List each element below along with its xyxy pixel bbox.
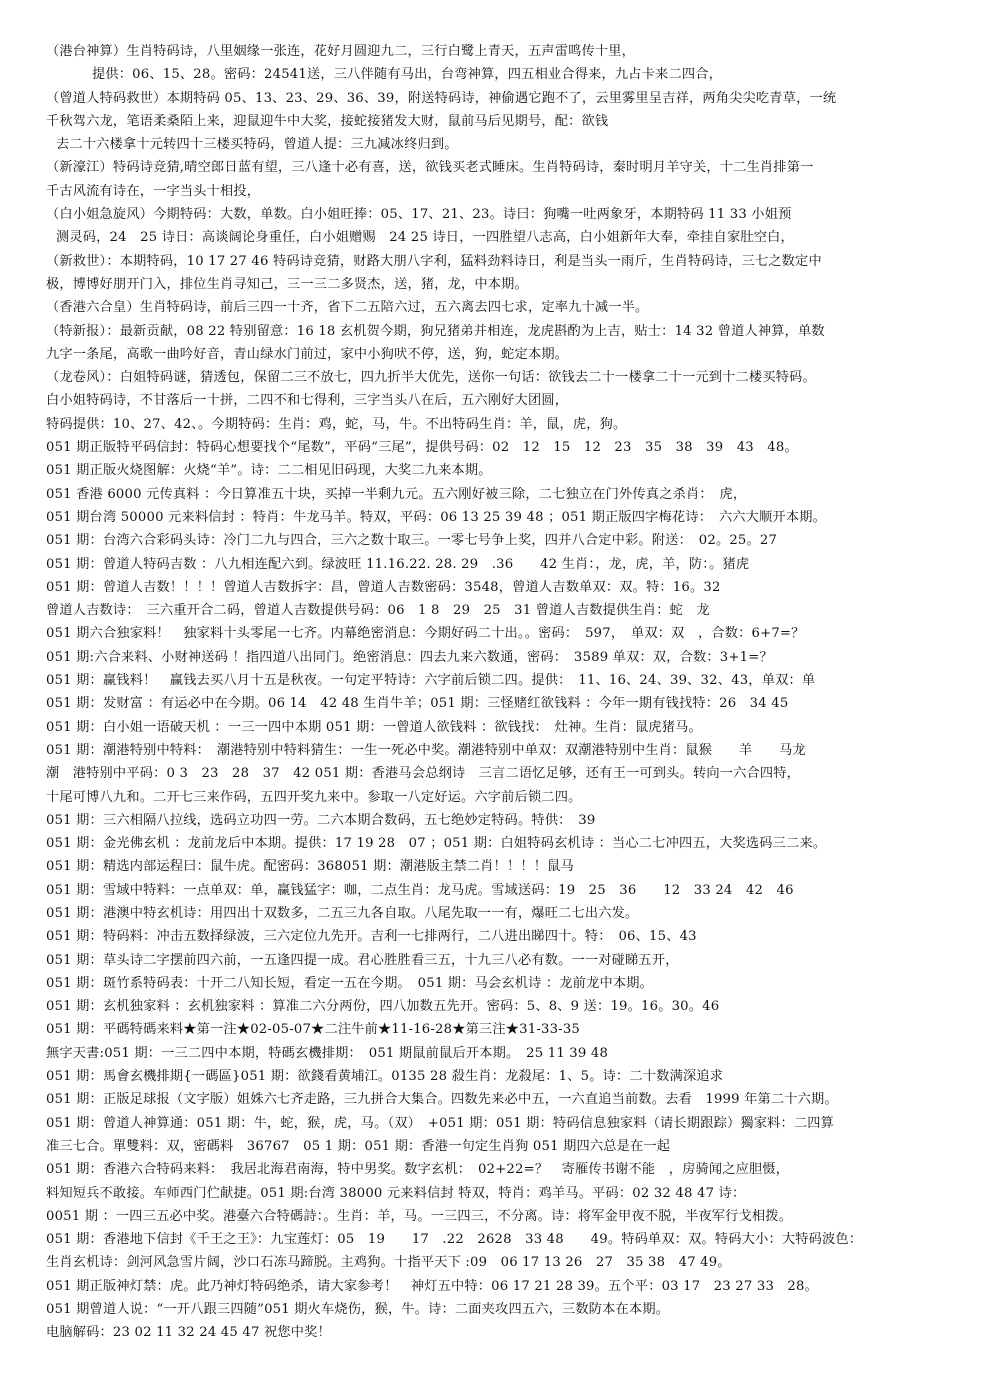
- text-line: 051 期：玄机独家料 ：玄机独家料 ：算准二六分两份，四八加数五先开。密码：5、8、9 送：19。16。30。46: [46, 999, 720, 1015]
- text-line: （新救世）：本期特码，10 17 27 46 特码诗竞猜，财路大朋八字利，猛料劲料诗日，利是当头一雨斤，生肖特码诗，三七之数定中: [46, 253, 822, 269]
- text-line: 测灵码，24 25 诗日：高谈阔论身重任，白小姐赠赐 24 25 诗日，一四胜望八志高，白小姐新年大奉，牵挂自家肚空白，: [56, 230, 794, 246]
- text-line: （香港六合皇）生肖特码诗，前后三四一十齐，省下二五陪六过，五六离去四七求，定率九十减一半。: [46, 300, 649, 316]
- text-line: 特码提供：10、27、42、。今期特码：生肖：鸡，蛇，马，牛。不出特码生肖：羊，鼠，虎，狗。: [46, 416, 627, 432]
- text-line: 准三七合。單雙料：双，密碼料 36767 05 1 期：051 期：香港一句定生肖狗 051 期四六总是在一起: [46, 1138, 671, 1154]
- text-line: 051 期：曾道人神算通：051 期：牛，蛇，猴，虎，马。（双） +051 期：051 期：特码信息独家料（请长期跟踪）獨家料：二四算: [46, 1115, 835, 1131]
- text-line: （新濠江）特码诗竞猜,晴空郎日蓝有望，三八逢十必有喜，送，欲钱买老式睡床。生肖特码诗，秦时明月羊守关，十二生肖排第一: [46, 160, 814, 176]
- text-line: 提供：06、15、28。密码：24541送，三八伴随有马出，台弯神算，四五相业合得来，九占卡来二四合，: [92, 67, 722, 83]
- text-line: 051 期正版特平码信封：特码心想要找个“尾数”，平码“三尾”，提供号码：02 12 15 12 23 35 38 39 43 48。: [46, 440, 798, 456]
- text-line: （港台神算）生肖特码诗，八里姻缘一张连，花好月圆迎九二，三行白鹭上青天，五声雷鸣传十里，: [46, 44, 636, 59]
- text-line: 051 期：发财富 ：有运必中在今期。06 14 42 48 生肖牛羊；051 期：三怪赌红欲钱料 ：今年一期有钱找特：26 34 45: [46, 696, 789, 712]
- text-line: 料知短兵不敢接。车师西门伫献捷。051 期:台湾 38000 元来料信封 特双，特肖：鸡羊马。平码：02 32 48 47 诗：: [46, 1185, 746, 1201]
- text-line: 051 期：馬會玄機排期{一碼區}051 期：欲錢看黄埔江。0135 28 殺生肖：龙殺尾：1、5。诗：二十数满深追求: [46, 1069, 724, 1085]
- text-line: 051 期正版火烧图解：火烧“羊”。诗：二二相见旧码现，大奖二九来本期。: [46, 463, 492, 479]
- text-line: 潮 港特别中平码：0 3 23 28 37 42 051 期：香港马会总纲诗 三言二语忆足够，还有王一可到头。转向一六合四特，: [46, 766, 801, 782]
- text-line: 千古风流有诗在，一字当头十相投，: [46, 183, 261, 199]
- text-line: 去二十六楼拿十元转四十三楼买特码，曾道人提：三九减冰终归到。: [56, 137, 458, 153]
- text-line: 051 期：香港地下信封《千王之王》：九宝莲灯：05 19 17 .22 2628 33 48 49。特码单双：双。特码大小：大特码波色：: [46, 1232, 863, 1248]
- text-line: 051 期：三六相隔八拉线，选码立功四一劳。二六本期合数码，五七绝妙定特码。特供： 39: [46, 812, 596, 828]
- text-line: 白小姐特码诗，不甘落后一十拼，二四不和七得利，三字当头八在后，五六刚好大团圆，: [46, 393, 569, 409]
- prediction-text-document: [46, 40, 966, 1345]
- text-line: （曾道人特码救世）本期特码 05、13、23、29、36、39，附送特码诗，神偷遇它跑不了，云里雾里呈吉祥，两角尖尖吃青草，一统: [46, 90, 837, 106]
- text-line: 051 期：斑竹系特码表：十开二八知长短，看定一五在今期。 051 期：马会玄机诗 ：龙前龙中本期。: [46, 975, 654, 991]
- text-line: 051 期:六合来料、小财神送码 ！指四道八出同门。绝密消息：四去九来六数通，密码： 3589 单双：双，合数：3+1=？: [46, 649, 773, 665]
- text-line: （龙卷风）：白姐特码谜，猜透包，保留二三不放七，四九折半大优先，送你一句话：欲钱去二十一楼拿二十一元到十二楼买特码。: [46, 370, 816, 386]
- text-line: 曾道人吉数诗： 三六重开合二码，曾道人吉数提供号码：06 1 8 29 25 31 曾道人吉数提供生肖：蛇 龙: [46, 603, 710, 619]
- text-line: 051 期：特码料：冲击五数择绿波，三六定位九先开。吉利一七排两行，二八进出睇四十。特： 06、15、43: [46, 929, 697, 945]
- text-line: 极，博博好朋开门入，排位生肖寻知己，三一三二多贤杰，送，猪，龙，中本期。: [46, 276, 528, 292]
- text-line: 051 期：香港六合特码来料： 我居北海君南海，特中男奖。数字玄机： 02+22=？ 寄雁传书谢不能 ，房骑闻之应胆慑，: [46, 1162, 790, 1178]
- text-line: 051 期六合独家料！ 独家料十头零尾一七齐。内幕绝密消息：今期好码二十出。。密码： 597， 单双：双 ，合数：6+7=？: [46, 626, 805, 642]
- text-line: （特新报）：最新贡献，08 22 特别留意：16 18 玄机贺今期，狗兄猪弟并相连，龙虎斟酌为上吉，贴士：14 32 曾道人神算，单数: [46, 323, 825, 339]
- text-line: 051 期：金光佛玄机 ：龙前龙后中本期。提供：17 19 28 07 ；051 期：白姐特码玄机诗 ：当心二七冲四五，大奖选码三二来。: [46, 836, 827, 852]
- text-line: 051 期：曾道人吉数！！！！曾道人吉数拆字：昌，曾道人吉数密码：3548，曾道人吉数单双：双。特：16。32: [46, 579, 721, 595]
- text-line: 051 香港 6000 元传真料 ：今日算准五十块，买掉一半剩九元。五六刚好被三除，二七独立在门外传真之杀肖： 虎，: [46, 486, 747, 502]
- text-line: 九字一条尾，高歌一曲吟好音，青山绿水门前过，家中小狗吠不停，送，狗，蛇定本期。: [46, 346, 569, 362]
- text-line: 051 期：草头诗二字摆前四六前，一五逢四提一成。君心胜胜看三五，十九三八必有数。一一对碰睇五开，: [46, 952, 679, 968]
- text-line: 十尾可博八九和。二开七三来作码，五四开奖九来中。参取一八定好运。六字前后锁二四。: [46, 789, 582, 805]
- text-line: 051 期：赢钱料！ 赢钱去买八月十五是秋夜。一句定平特诗：六字前后锁二四。提供： 11、16、24、39、32、43，单双：单: [46, 673, 816, 689]
- text-line: 051 期曾道人说：“一开八跟三四随”051 期火车烧伤，猴，牛。诗：二面夹攻四五六，三数防本在本期。: [46, 1302, 670, 1318]
- text-line: 051 期：潮港特别中特料： 潮港特别中特料猜生：一生一死必中奖。潮港特别中单双：双潮港特别中生肖：鼠猴 羊 马龙: [46, 742, 806, 758]
- text-line: 051 期：精选内部运程曰：鼠牛虎。配密码：368051 期：潮港版主禁二肖！！！！鼠马: [46, 859, 574, 875]
- text-line: 051 期：白小姐一语破天机 ：一三一四中本期 051 期：一曾道人欲钱料 ：欲钱找： 灶神。生肖：鼠虎猪马。: [46, 719, 702, 735]
- text-line: 电脑解码：23 02 11 32 24 45 47 祝您中奖！: [46, 1325, 331, 1341]
- text-line: 051 期：港澳中特玄机诗：用四出十双数多，二五三九各自取。八尾先取一一有，爆旺二七出六发。: [46, 905, 639, 921]
- text-line: 051 期：正版足球报（文字版）姐姝六七齐走路，三九拼合大集合。四数先来必中五，一六直追当前数。去看 1999 年第二十六期。: [46, 1092, 838, 1108]
- text-line: 051 期：平碼特碼来料★第一注★02-05-07★二注牛前★11-16-28★第三注★31-33-35: [46, 1022, 581, 1038]
- text-line: 051 期：台湾六合彩码头诗：冷门二九与四合，三六之数十取三。一零七号争上奖，四并八合定中彩。附送： 02。25。27: [46, 533, 778, 549]
- text-line: 0051 期 ：一四三五必中奖。港臺六合特碼詩：。生肖：羊，马。一三四三，不分离。诗：将军金甲夜不脱，半夜军行戈相拨。: [46, 1208, 793, 1224]
- text-line: 千秋驾六龙，笔语柔桑陌上来，迎鼠迎牛中大奖，接蛇接猪发大财，鼠前马后见期号，配：欲钱: [46, 113, 609, 129]
- text-line: 生肖玄机诗：剑河风急雪片阔，沙口石冻马蹄脱。主鸡狗。十指平天下 :09 06 17 13 26 27 35 38 47 49。: [46, 1255, 731, 1271]
- text-line: 051 期：雪域中特料：一点单双：单，赢钱猛字：咖，二点生肖：龙马虎。雪域送码：19 25 36 12 33 24 42 46: [46, 882, 794, 898]
- text-line: 051 期：曾道人特码吉数 ：八九相连配六到。绿波旺 11.16.22. 28. 29 .36 42 生肖：，龙，虎，羊，防：。猪虎: [46, 556, 750, 572]
- text-line: 無字天書:051 期：一三二四中本期，特碼玄機排期： 051 期鼠前鼠后开本期。 25 11 39 48: [46, 1045, 609, 1061]
- text-line: 051 期正版神灯禁：虎。此乃神灯特码绝杀，请大家参考！ 神灯五中特：06 17 21 28 39。五个平：03 17 23 27 33 28。: [46, 1278, 819, 1294]
- text-line: （白小姐急旋风）今期特码：大数，单数。白小姐旺捧：05、17、21、23。诗曰：狗嘴一吐两象牙，本期特码 11 33 小姐预: [46, 207, 792, 223]
- text-line: 051 期台湾 50000 元来料信封 ：特肖：牛龙马羊。特双，平码：06 13 25 39 48 ；051 期正版四字梅花诗： 六六大顺开本期。: [46, 509, 826, 525]
